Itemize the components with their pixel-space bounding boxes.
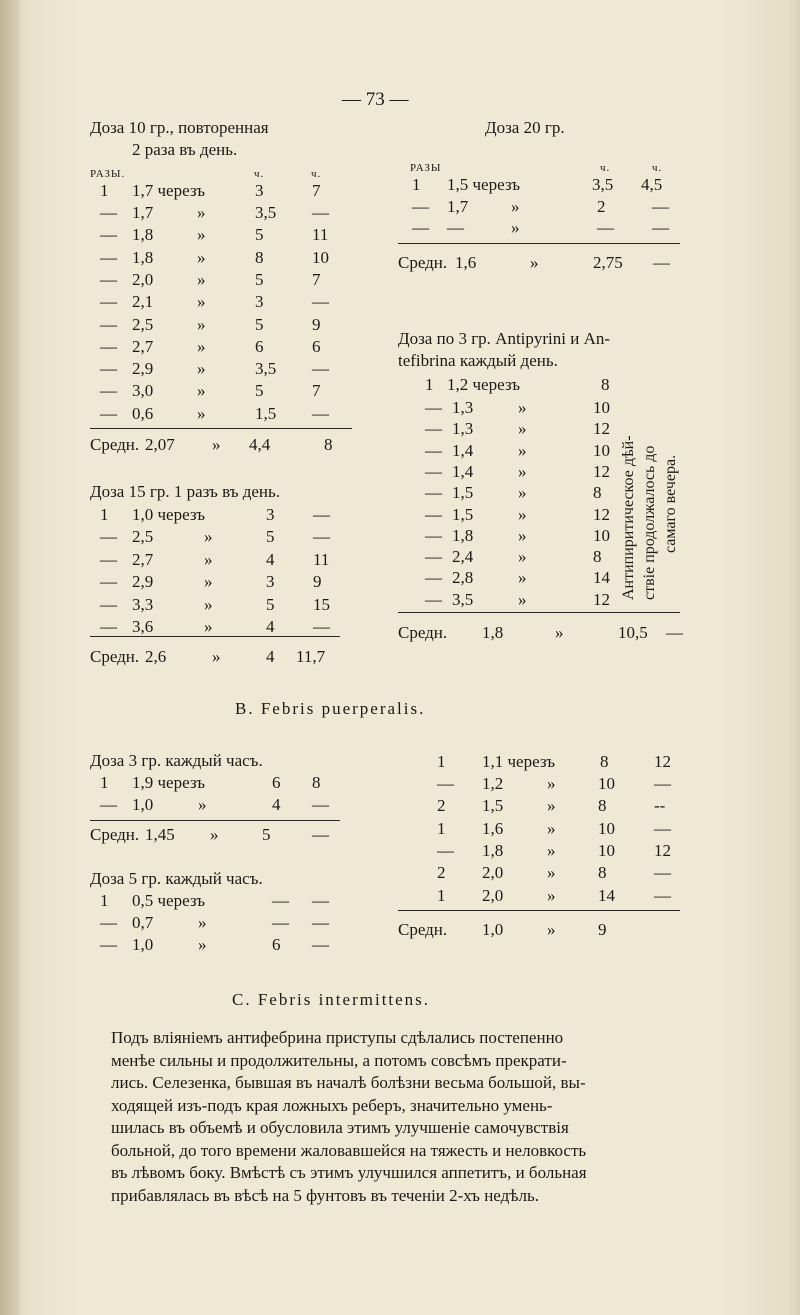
table-cell: 5 xyxy=(255,269,264,289)
avg-value: 1,6 xyxy=(455,253,477,272)
table-cell: 1 xyxy=(437,818,446,838)
table-cell: 12 xyxy=(593,461,610,481)
table-cell: » xyxy=(197,269,206,289)
avg-label: Средн. xyxy=(398,920,448,939)
avg-sep: » xyxy=(212,647,221,666)
avg-label: Средн. xyxy=(398,623,448,642)
table-cell: — xyxy=(312,913,329,932)
table-cell: -- xyxy=(654,796,666,816)
table-cell: » xyxy=(197,336,206,356)
table-cell: — xyxy=(313,505,330,524)
table-cell: 3 xyxy=(255,181,264,200)
table-cell: 8 xyxy=(312,773,321,792)
table-cell: 8 xyxy=(600,752,609,771)
table-cell: 12 xyxy=(593,419,610,439)
table-cell: 1,8 xyxy=(452,525,474,545)
table-cell: 1,5 xyxy=(255,403,277,423)
table-cell: 1,8 xyxy=(132,225,154,245)
table-cell: — xyxy=(654,818,671,838)
table-cell: 2,0 xyxy=(132,269,154,289)
table-cell: » xyxy=(547,774,556,793)
table-cell: — xyxy=(425,440,442,460)
table-cell: 2,5 xyxy=(132,314,154,334)
table-cell: — xyxy=(654,863,671,883)
divider xyxy=(90,820,340,821)
table-cell: 3,5 xyxy=(255,203,277,222)
table-cell: 11 xyxy=(312,225,329,245)
table-cell: 1,7 xyxy=(132,203,154,222)
table-cell: — xyxy=(312,203,329,222)
table-cell: — xyxy=(425,398,442,417)
table-cell: 2,9 xyxy=(132,359,154,379)
avg-value: 9 xyxy=(598,920,607,939)
table-cell: 10 xyxy=(598,774,615,793)
table-cell: 2,0 xyxy=(482,863,504,883)
table-cell: — xyxy=(100,203,117,222)
table-cell: 1,7 xyxy=(447,197,469,216)
table-cell: » xyxy=(547,885,556,905)
table-cell: » xyxy=(547,818,556,838)
table-cell: 1,5 xyxy=(452,483,474,503)
table-cell: 1,7 черезъ xyxy=(132,181,206,200)
table-cell: — xyxy=(312,795,329,814)
table-cell: — xyxy=(100,336,117,356)
table-cell: 4 xyxy=(266,549,275,569)
table-cell: 4 xyxy=(266,617,275,636)
avg-value: 5 xyxy=(262,825,271,844)
table-cell: 2,9 xyxy=(132,572,154,591)
column-header-ch: ч. xyxy=(600,162,611,174)
avg-value: 1,0 xyxy=(482,920,504,939)
table-cell: 3 xyxy=(266,505,275,524)
table-cell: 1,2 xyxy=(482,774,504,793)
table-cell: 1,5 черезъ xyxy=(447,175,521,194)
table-cell: 12 xyxy=(593,504,610,524)
table-cell: » xyxy=(204,594,213,614)
table-subheading: 2 раза въ день. xyxy=(132,140,238,159)
table-cell: — xyxy=(425,547,442,567)
table-cell: 1,0 xyxy=(132,795,154,814)
table-cell: 1 xyxy=(437,752,446,771)
table-cell: 1 xyxy=(100,773,109,792)
table-cell: 1,5 xyxy=(482,796,504,816)
table-cell: — xyxy=(100,572,117,591)
avg-value: 11,7 xyxy=(296,647,326,666)
table-cell: » xyxy=(547,863,556,883)
table-cell: — xyxy=(312,292,329,312)
table-cell: — xyxy=(100,225,117,245)
table-cell: — xyxy=(425,483,442,503)
table-cell: » xyxy=(197,403,206,423)
avg-value: — xyxy=(312,825,329,844)
column-header-ch: ч. xyxy=(254,168,265,180)
table-cell: 15 xyxy=(313,594,330,614)
table-cell: 2 xyxy=(437,863,446,883)
table-cell: 2,8 xyxy=(452,568,474,588)
table-cell: » xyxy=(547,840,556,860)
table-cell: 7 xyxy=(312,181,321,200)
avg-sep: » xyxy=(212,435,221,454)
table-cell: — xyxy=(425,504,442,524)
table-heading: Доза 3 гр. каждый часъ. xyxy=(90,751,263,770)
table-cell: — xyxy=(312,935,329,954)
table-cell: — xyxy=(425,589,442,609)
table-cell: » xyxy=(198,795,207,814)
avg-value: 8 xyxy=(324,435,333,454)
divider xyxy=(90,428,352,429)
table-cell: 5 xyxy=(255,225,264,245)
table-cell: 1,1 черезъ xyxy=(482,752,556,771)
table-cell: 3,3 xyxy=(132,594,154,614)
table-cell: 7 xyxy=(312,269,321,289)
table-cell: 0,5 черезъ xyxy=(132,891,206,910)
table-cell: 12 xyxy=(654,840,671,860)
table-cell: — xyxy=(100,549,117,569)
table-cell: 2,5 xyxy=(132,527,154,546)
table-cell: 8 xyxy=(598,863,607,883)
table-cell: — xyxy=(425,461,442,481)
table-cell: 2,4 xyxy=(452,547,474,567)
table-cell: — xyxy=(412,218,429,237)
table-cell: 1,2 черезъ xyxy=(447,375,521,394)
table-cell: — xyxy=(100,795,117,814)
table-cell: 1 xyxy=(100,181,109,200)
avg-value: 4 xyxy=(266,647,275,666)
table-cell: — xyxy=(272,891,289,910)
avg-value: 1,8 xyxy=(482,623,504,642)
table-cell: 10 xyxy=(312,247,329,267)
table-cell: 2,7 xyxy=(132,336,154,356)
paragraph-line: лись. Селезенка, бывшая въ началѣ болѣзни весьма большой, вы- xyxy=(111,1073,586,1092)
table-heading: Доза 15 гр. 1 разъ въ день. xyxy=(90,482,281,501)
table-cell: » xyxy=(518,398,527,417)
table-cell: » xyxy=(511,197,520,216)
table-cell: 1 xyxy=(437,885,446,905)
table-cell: » xyxy=(518,504,527,524)
table-cell: » xyxy=(204,549,213,569)
table-cell: — xyxy=(100,527,117,546)
table-cell: 10 xyxy=(598,818,615,838)
table-cell: 1,5 xyxy=(452,504,474,524)
avg-label: Средн. xyxy=(90,647,140,666)
table-cell: — xyxy=(652,218,669,237)
table-cell: 1,3 xyxy=(452,419,474,439)
page-number: — 73 — xyxy=(342,89,409,110)
avg-label: Средн. xyxy=(90,435,140,454)
table-cell: 10 xyxy=(593,440,610,460)
table-cell: » xyxy=(197,359,206,379)
table-cell: 9 xyxy=(313,572,322,591)
table-cell: » xyxy=(518,547,527,567)
table-cell: 1 xyxy=(100,505,109,524)
vertical-note: ствіе продолжалось до xyxy=(641,445,658,600)
table-cell: 2,7 xyxy=(132,549,154,569)
table-cell: » xyxy=(197,292,206,312)
table-cell: 2 xyxy=(597,197,606,216)
table-cell: — xyxy=(100,403,117,423)
table-cell: 1,9 черезъ xyxy=(132,773,206,792)
table-cell: 3 xyxy=(255,292,264,312)
table-cell: 5 xyxy=(255,314,264,334)
table-cell: » xyxy=(197,381,206,401)
avg-sep: » xyxy=(547,920,556,939)
avg-sep: » xyxy=(530,253,539,272)
table-cell: — xyxy=(100,247,117,267)
table-cell: — xyxy=(312,891,329,910)
table-cell: 7 xyxy=(312,381,321,401)
table-cell: 1 xyxy=(100,891,109,910)
table-cell: 1,3 xyxy=(452,398,474,417)
column-header-raz: РАЗЫ. xyxy=(90,168,126,180)
table-cell: 6 xyxy=(272,935,281,954)
table-cell: 1,4 xyxy=(452,461,474,481)
table-cell: — xyxy=(100,617,117,636)
avg-value: 2,07 xyxy=(145,435,175,454)
table-cell: 3 xyxy=(266,572,275,591)
avg-label: Средн. xyxy=(90,825,140,844)
divider xyxy=(398,910,680,911)
vertical-note: самаго вечера. xyxy=(662,454,679,553)
table-cell: 4,5 xyxy=(641,175,663,194)
paragraph-line: менѣе сильны и продолжительны, а потомъ совсѣмъ прекрати- xyxy=(111,1050,567,1070)
table-heading: Доза 10 гр., повторенная xyxy=(90,118,269,137)
paragraph-line: прибавлялась въ вѣсѣ на 5 фунтовъ въ теченіи 2-хъ недѣль. xyxy=(111,1185,539,1205)
table-heading: Доза 20 гр. xyxy=(485,118,565,137)
column-header-ch: ч. xyxy=(311,168,322,180)
table-cell: 6 xyxy=(272,773,281,792)
table-cell: — xyxy=(100,359,117,379)
table-cell: — xyxy=(654,885,671,905)
table-cell: 1,8 xyxy=(482,840,504,860)
table-cell: — xyxy=(313,617,330,636)
table-cell: — xyxy=(100,314,117,334)
table-cell: — xyxy=(100,269,117,289)
table-cell: — xyxy=(425,419,442,439)
table-cell: » xyxy=(198,935,207,954)
table-cell: — xyxy=(447,218,464,237)
section-heading-c: C. Febris intermittens. xyxy=(232,990,431,1009)
table-cell: 3,5 xyxy=(592,175,614,194)
divider xyxy=(398,612,680,613)
table-cell: 0,7 xyxy=(132,913,154,932)
table-cell: 8 xyxy=(598,796,607,816)
table-cell: » xyxy=(197,314,206,334)
avg-value: 2,75 xyxy=(593,253,623,272)
avg-sep: » xyxy=(555,623,564,642)
avg-value: 2,6 xyxy=(145,647,167,666)
table-cell: 10 xyxy=(598,840,615,860)
table-cell: — xyxy=(100,594,117,614)
table-cell: » xyxy=(197,247,206,267)
table-cell: 1 xyxy=(412,175,421,194)
table-cell: 3,5 xyxy=(255,359,277,379)
table-cell: — xyxy=(312,359,329,379)
table-heading: tefibrina каждый день. xyxy=(398,351,558,370)
table-cell: 14 xyxy=(598,885,615,905)
paragraph-line: ходящей изъ-подъ края ложныхъ реберъ, значительно умень- xyxy=(111,1095,553,1115)
divider xyxy=(398,243,680,244)
table-cell: 5 xyxy=(266,527,275,546)
table-cell: — xyxy=(597,218,614,237)
avg-label: Средн. xyxy=(398,253,448,272)
table-cell: » xyxy=(197,225,206,245)
paragraph-line: больной, до того времени жаловавшейся на тяжесть и неловкость xyxy=(111,1140,587,1160)
table-cell: — xyxy=(312,403,329,423)
table-cell: — xyxy=(100,913,117,932)
table-cell: 6 xyxy=(255,336,264,356)
column-header-ch: ч. xyxy=(652,162,663,174)
table-cell: — xyxy=(437,774,454,793)
table-heading: Доза по 3 гр. Antipyrini и An- xyxy=(398,329,611,348)
table-cell: 8 xyxy=(593,547,602,567)
paragraph-line: въ лѣвомъ боку. Вмѣстѣ съ этимъ улучшился аппетитъ, и больная xyxy=(111,1163,587,1182)
table-cell: 5 xyxy=(266,594,275,614)
table-cell: 2,1 xyxy=(132,292,154,312)
avg-value: 10,5 xyxy=(618,623,648,642)
table-cell: — xyxy=(437,840,454,860)
table-cell: » xyxy=(518,589,527,609)
table-cell: — xyxy=(272,913,289,932)
table-cell: » xyxy=(204,617,213,636)
table-cell: 9 xyxy=(312,314,321,334)
table-cell: 1,0 xyxy=(132,935,154,954)
table-cell: 2,0 xyxy=(482,885,504,905)
table-cell: » xyxy=(204,527,213,546)
divider xyxy=(90,636,340,637)
table-cell: » xyxy=(518,419,527,439)
table-cell: » xyxy=(197,203,206,222)
section-heading-b: B. Febris puerperalis. xyxy=(235,699,426,718)
table-cell: 1,8 xyxy=(132,247,154,267)
table-cell: — xyxy=(313,527,330,546)
table-cell: 6 xyxy=(312,336,321,356)
table-cell: » xyxy=(511,218,520,237)
table-cell: 1,0 черезъ xyxy=(132,505,206,524)
table-cell: — xyxy=(100,292,117,312)
table-cell: — xyxy=(412,197,429,216)
table-cell: 10 xyxy=(593,398,610,417)
table-cell: 12 xyxy=(654,752,671,771)
table-cell: » xyxy=(518,568,527,588)
table-heading: Доза 5 гр. каждый часъ. xyxy=(90,869,263,888)
table-cell: — xyxy=(100,935,117,954)
table-cell: — xyxy=(425,568,442,588)
avg-value: — xyxy=(666,623,683,642)
table-cell: 12 xyxy=(593,589,610,609)
paragraph-line: Подъ вліяніемъ антифебрина приступы сдѣлались постепенно xyxy=(111,1028,564,1047)
table-cell: 5 xyxy=(255,381,264,401)
table-cell: 1 xyxy=(425,375,434,394)
table-cell: » xyxy=(518,525,527,545)
body-paragraph xyxy=(111,1027,711,1207)
table-cell: 2 xyxy=(437,796,446,816)
table-cell: 8 xyxy=(593,483,602,503)
table-cell: 3,0 xyxy=(132,381,154,401)
table-cell: — xyxy=(100,381,117,401)
table-cell: » xyxy=(198,913,207,932)
table-cell: » xyxy=(518,461,527,481)
avg-value: 4,4 xyxy=(249,435,271,454)
column-header-raz: РАЗЫ xyxy=(410,162,442,174)
book-spine-shadow xyxy=(0,0,20,1315)
table-cell: 14 xyxy=(593,568,610,588)
avg-value: — xyxy=(653,253,670,272)
paragraph-line: шилась въ объемѣ и обусловила этимъ улучшеніе самочувствія xyxy=(111,1118,569,1137)
table-cell: 4 xyxy=(272,795,281,814)
avg-sep: » xyxy=(210,825,219,844)
table-cell: 8 xyxy=(255,247,264,267)
table-cell: 8 xyxy=(601,375,610,394)
table-cell: » xyxy=(204,572,213,591)
table-cell: — xyxy=(652,197,669,216)
table-cell: » xyxy=(518,483,527,503)
table-cell: » xyxy=(547,796,556,816)
vertical-note: Антипиритическое дѣй- xyxy=(620,435,637,600)
table-cell: 11 xyxy=(313,549,330,569)
table-cell: 3,5 xyxy=(452,589,474,609)
table-cell: 1,4 xyxy=(452,440,474,460)
table-cell: 0,6 xyxy=(132,403,154,423)
table-cell: — xyxy=(425,525,442,545)
table-cell: 1,6 xyxy=(482,818,504,838)
table-cell: 3,6 xyxy=(132,617,154,636)
table-cell: » xyxy=(518,440,527,460)
table-cell: 10 xyxy=(593,525,610,545)
avg-value: 1,45 xyxy=(145,825,175,844)
table-cell: — xyxy=(654,774,671,793)
